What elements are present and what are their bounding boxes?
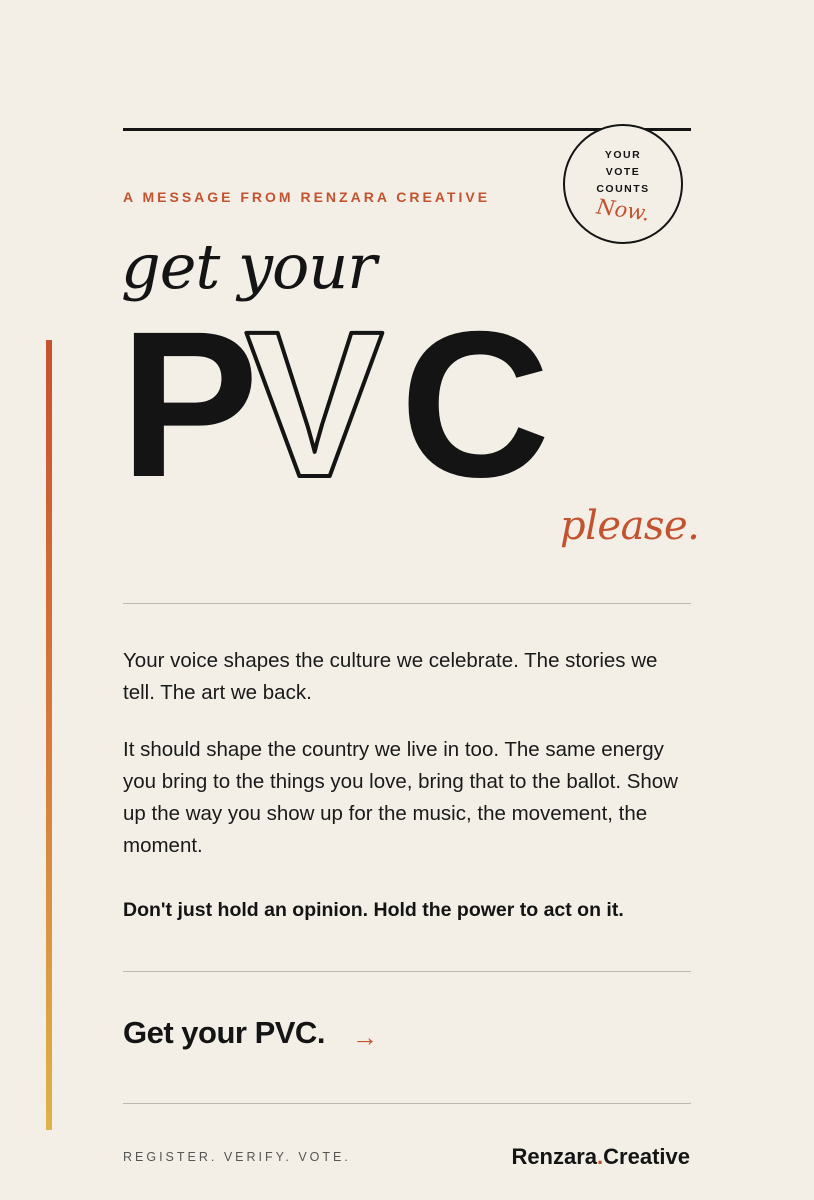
headline-lead: get your: [121, 230, 376, 303]
brand-name: Renzara: [511, 1144, 598, 1169]
stamp-script: Now.: [594, 194, 652, 226]
stamp-line-3: COUNTS: [596, 183, 650, 195]
pvc-letter-v-outline: V: [245, 318, 384, 488]
divider-3: [123, 1103, 691, 1104]
stamp-line-1: YOUR: [604, 149, 642, 161]
brand-dot: .: [597, 1144, 604, 1169]
body-paragraph-2: It should shape the country we live in too. The same energy you bring to the things you love, bring that to the ballot. Show up the way you show up for the music, the movement, the moment.: [123, 738, 678, 857]
accent-gradient-bar: [46, 340, 52, 1130]
body-emphasis: Don't just hold an opinion. Hold the power to act on it.: [123, 899, 624, 921]
vote-counts-stamp: [563, 124, 683, 244]
body-paragraph-1: Your voice shapes the culture we celebrate. The stories we tell. The art we back.: [123, 649, 658, 704]
stamp-line-2: VOTE: [605, 166, 641, 178]
get-pvc-link[interactable]: Get your PVC.: [123, 1015, 325, 1050]
pvc-letter-p: P: [120, 318, 259, 488]
brand-logo: [470, 1144, 690, 1170]
divider-2: [123, 971, 691, 972]
please-script: please.: [560, 503, 700, 549]
eyebrow-text: A MESSAGE FROM RENZARA CREATIVE: [123, 189, 491, 205]
arrow-right-icon[interactable]: →: [352, 1022, 378, 1052]
footer-tagline: REGISTER. VERIFY. VOTE.: [123, 1150, 351, 1164]
divider-1: [123, 603, 691, 604]
brand-suffix: Creative: [603, 1144, 690, 1169]
pvc-wordmark: [120, 318, 560, 488]
pvc-letter-c: C: [400, 318, 551, 488]
